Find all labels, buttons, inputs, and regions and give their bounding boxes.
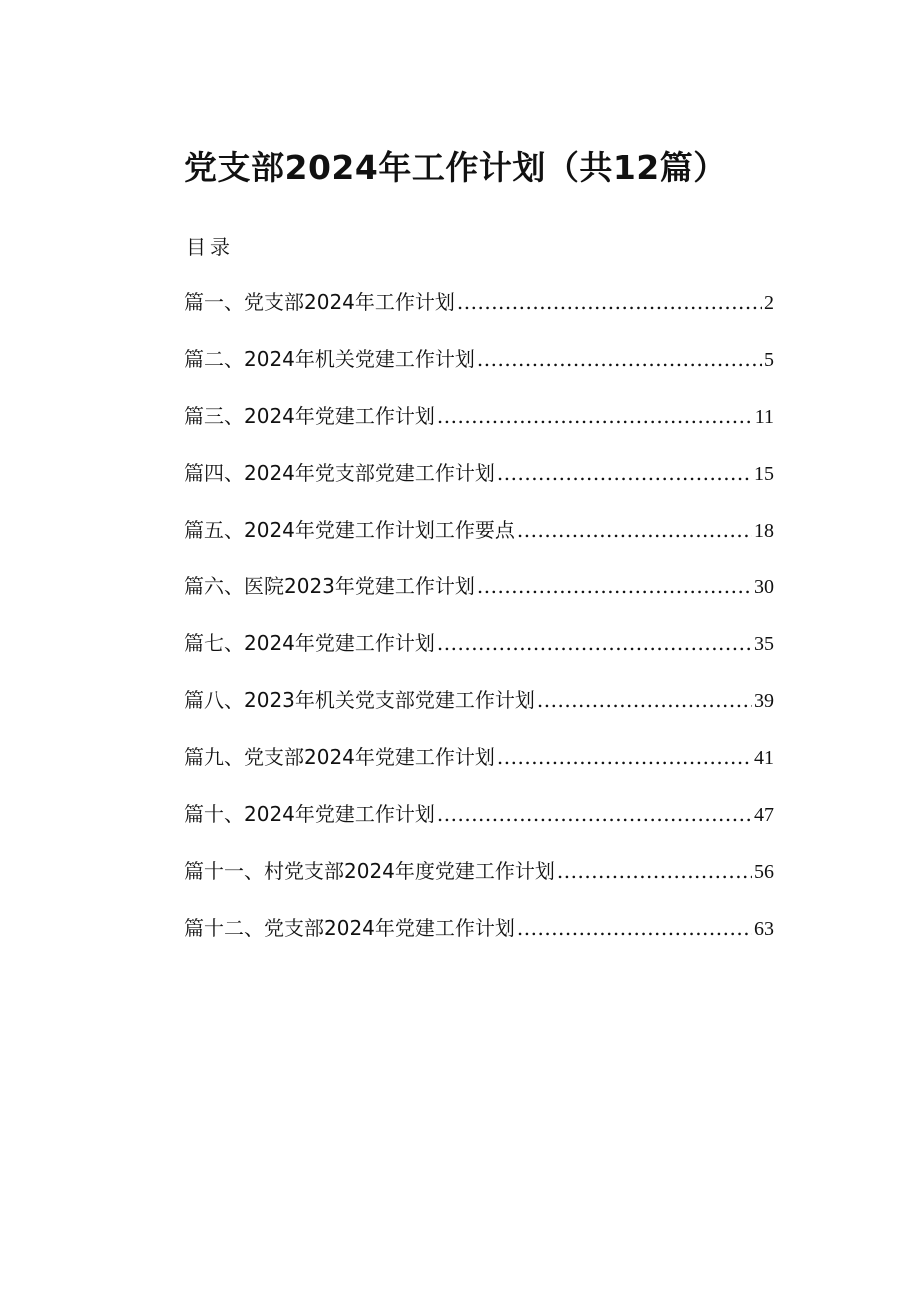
toc-page-number: 15	[754, 462, 774, 485]
toc-dot-leader	[437, 398, 753, 434]
toc-entry-5[interactable]	[184, 512, 774, 569]
toc-entry-label: 篇四、2024年党支部党建工作计划	[184, 460, 495, 485]
toc-page-number: 56	[754, 860, 774, 883]
document-title: 党支部2024年工作计划（共12篇）	[184, 148, 727, 187]
toc-dot-leader	[537, 682, 752, 718]
toc-entry-8[interactable]	[184, 682, 774, 739]
toc-entry-label: 篇五、2024年党建工作计划工作要点	[184, 517, 515, 542]
toc-page-number: 39	[754, 690, 774, 713]
toc-page-number: 2	[764, 292, 774, 314]
toc-page-number: 30	[754, 576, 774, 599]
toc-page-number: 18	[754, 519, 774, 542]
toc-dot-leader	[477, 341, 762, 377]
toc-entry-label: 篇二、2024年机关党建工作计划	[184, 346, 475, 371]
toc-entry-label: 篇十、2024年党建工作计划	[184, 802, 435, 827]
toc-dot-leader	[517, 512, 752, 548]
toc-entry-2[interactable]	[184, 341, 774, 398]
toc-entry-4[interactable]	[184, 455, 774, 512]
toc-dot-leader	[497, 455, 752, 491]
toc-page-number: 41	[754, 747, 774, 770]
toc-entry-9[interactable]	[184, 739, 774, 796]
toc-entry-7[interactable]	[184, 625, 774, 682]
toc-dot-leader	[457, 284, 762, 320]
toc-page-number: 11	[754, 405, 774, 428]
toc-dot-leader	[437, 796, 752, 832]
toc-page-number: 5	[764, 348, 774, 371]
toc-entry-label: 篇六、医院2023年党建工作计划	[184, 574, 475, 599]
table-of-contents	[184, 284, 774, 967]
toc-dot-leader	[517, 910, 752, 946]
toc-entry-3[interactable]	[184, 398, 774, 455]
toc-entry-12[interactable]	[184, 910, 774, 967]
toc-entry-label: 篇十二、党支部2024年党建工作计划	[184, 915, 515, 940]
toc-page-number: 47	[754, 804, 774, 827]
toc-page-number: 63	[754, 917, 774, 940]
toc-entry-label: 篇一、党支部2024年工作计划	[184, 290, 455, 314]
toc-entry-label: 篇三、2024年党建工作计划	[184, 403, 435, 428]
toc-entry-11[interactable]	[184, 853, 774, 910]
toc-entry-10[interactable]	[184, 796, 774, 853]
toc-dot-leader	[437, 625, 752, 661]
toc-dot-leader	[477, 568, 752, 604]
toc-entry-label: 篇七、2024年党建工作计划	[184, 631, 435, 656]
toc-heading: 目录	[186, 235, 234, 259]
toc-entry-1[interactable]	[184, 284, 774, 341]
toc-entry-label: 篇十一、村党支部2024年度党建工作计划	[184, 858, 555, 883]
toc-entry-label: 篇九、党支部2024年党建工作计划	[184, 745, 495, 770]
toc-entry-label: 篇八、2023年机关党支部党建工作计划	[184, 688, 535, 713]
toc-dot-leader	[557, 853, 752, 889]
toc-entry-6[interactable]	[184, 568, 774, 625]
toc-page-number: 35	[754, 633, 774, 656]
toc-dot-leader	[497, 739, 752, 775]
